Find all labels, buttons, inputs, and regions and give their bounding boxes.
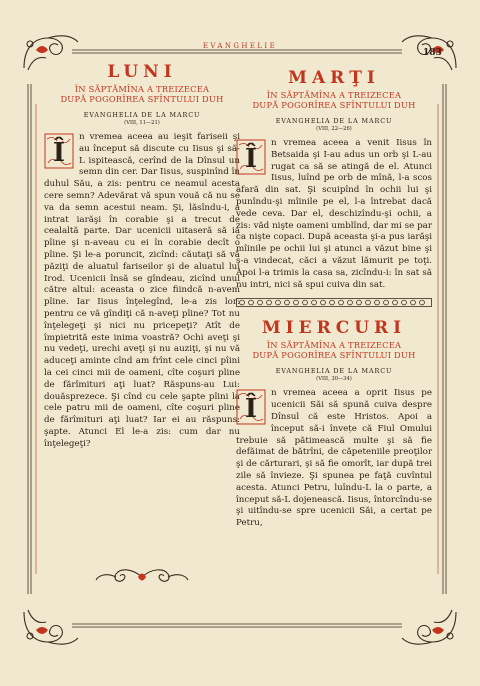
fleuron-ornament	[92, 566, 192, 588]
gospel-source: EVANGHELIA DE LA MARCU	[275, 367, 393, 376]
day-title: MARŢI	[288, 68, 380, 88]
gospel-text-body: n vremea aceea au ieşit fariseii şi au început să discute cu Iisus şi să-L ispitească, cerînd de la Dînsul un semn din cer. Dar Iisus, suspinînd în duhul Său, a zis: pentru ce neamul acesta cere semn? Adevărat vă spun vouă că nu se va da semn acestui neam. Şi, lăsîndu-i, a intrat iarăşi în corabie şi a trecut de cealaltă parte. Dar ucenicii uitaseră să ia pîine şi n-aveau cu ei în corabie decît o pîine. Şi le-a poruncit, zicînd: căutaţi să vă păziţi de aluatul fariseilor şi de aluatul lui Irod. Ucenicii însă se gîndeau, zicînd unul către altul: aceasta o zice fiindcă n-avem pîine. Iar Iisus înţelegînd, le-a zis lor: pentru ce vă gîndiţi că n-aveţi pîine? Tot nu înţelegeţi şi nici nu pricepeţi? Atît de împietrită este inima voastră? Ochi aveţi şi nu vedeţi, urechi aveţi şi nu auziţi, şi nu vă aduceţi aminte cînd am frînt cele cinci pîini la cei cinci mii de oameni, cîte coşuri pline de fărîmituri aţi luat? Răspuns-au Lui: douăsprezece. Şi cînd cu cele şapte pîini la cele patru mii de oameni, cîte coşuri pline de fărîmituri aţi luat? Iar ei au răspuns: şapte. Atunci El le-a zis: cum dar nu înţelegeţi?	[44, 132, 240, 449]
subtitle-week: ÎN SĂPTĂMÎNA A TREIZECEA	[266, 340, 402, 351]
svg-text:Î: Î	[244, 394, 258, 425]
subtitle-week: ÎN SĂPTĂMÎNA A TREIZECEA	[74, 84, 210, 94]
day-title: LUNI	[107, 62, 177, 82]
gospel-text	[236, 138, 432, 291]
dropcap-initial	[236, 389, 266, 425]
day-title: MIERCURI	[261, 318, 407, 339]
ornamental-divider	[236, 298, 432, 307]
dropcap-initial	[236, 139, 266, 175]
running-title: EVANGHELIE	[202, 42, 278, 50]
reading-wednesday	[236, 318, 432, 530]
reading-monday	[44, 62, 240, 451]
page-number: 183	[423, 48, 442, 58]
dropcap-initial	[44, 133, 74, 169]
subtitle-feast: DUPĂ POGORÎREA SFÎNTULUI DUH	[252, 100, 416, 110]
gospel-reference: (VIII, 11—21)	[124, 120, 160, 126]
reading-tuesday	[236, 62, 432, 530]
subtitle-feast: DUPĂ POGORÎREA SFÎNTULUI DUH	[60, 94, 224, 104]
gospel-text-body: n vremea aceea a venit Iisus în Betsaida şi I-au adus un orb şi L-au rugat ca să se atingă de el. Atunci Iisus, luînd pe orb de mînă, l-a scos afară din sat. Şi scuipînd în ochii lui şi punîndu-şi mîinile pe el, l-a întrebat dacă vede ceva. Dar el, deschizîndu-şi ochii, a zis: văd nişte oameni umblînd, dar mi se par ca nişte copaci. După aceasta şi-a pus iarăşi mîinile pe ochii lui şi atunci a văzut bine şi s-a vindecat, căci a văzut lămurit pe toţi. Apoi l-a trimis la casa sa, zicîndu-i: în sat să nu intri, nici să spui cuiva din sat.	[236, 138, 432, 290]
svg-text:Î: Î	[52, 138, 66, 168]
gospel-reference: (VIII, 22—26)	[316, 126, 352, 132]
subtitle-feast: DUPĂ POGORÎREA SFÎNTULUI DUH	[252, 350, 416, 361]
corner-ornament-bottom-left	[18, 606, 80, 650]
gospel-text-body: n vremea aceea a oprit Iisus pe ucenicii Săi să spună cuiva despre Dînsul că este Hristos. Apoi a început să-i învețe că Fiul Omului trebuie să pătimească multe şi să fie defăimat de bătrîni, de căpeteniile preoţilor şi de cărturari, şi să fie omorît, iar după trei zile să învieze. Şi spunea pe faţă cuvîntul acesta. Atunci Petru, luîndu-L la o parte, a început să-L dojenească. Iisus, întorcîndu-se şi uitîndu-se spre ucenicii Săi, a certat pe Petru,	[236, 388, 432, 529]
gospel-reference: (VIII, 30—34)	[316, 376, 352, 383]
gospel-source: EVANGHELIA DE LA MARCU	[275, 117, 393, 125]
gospel-source: EVANGHELIA DE LA MARCU	[83, 111, 201, 119]
gospel-text	[236, 388, 432, 530]
subtitle-week: ÎN SĂPTĂMÎNA A TREIZECEA	[266, 90, 402, 100]
gospel-text	[44, 132, 240, 451]
corner-ornament-bottom-right	[400, 606, 462, 650]
svg-text:Î: Î	[244, 144, 258, 174]
